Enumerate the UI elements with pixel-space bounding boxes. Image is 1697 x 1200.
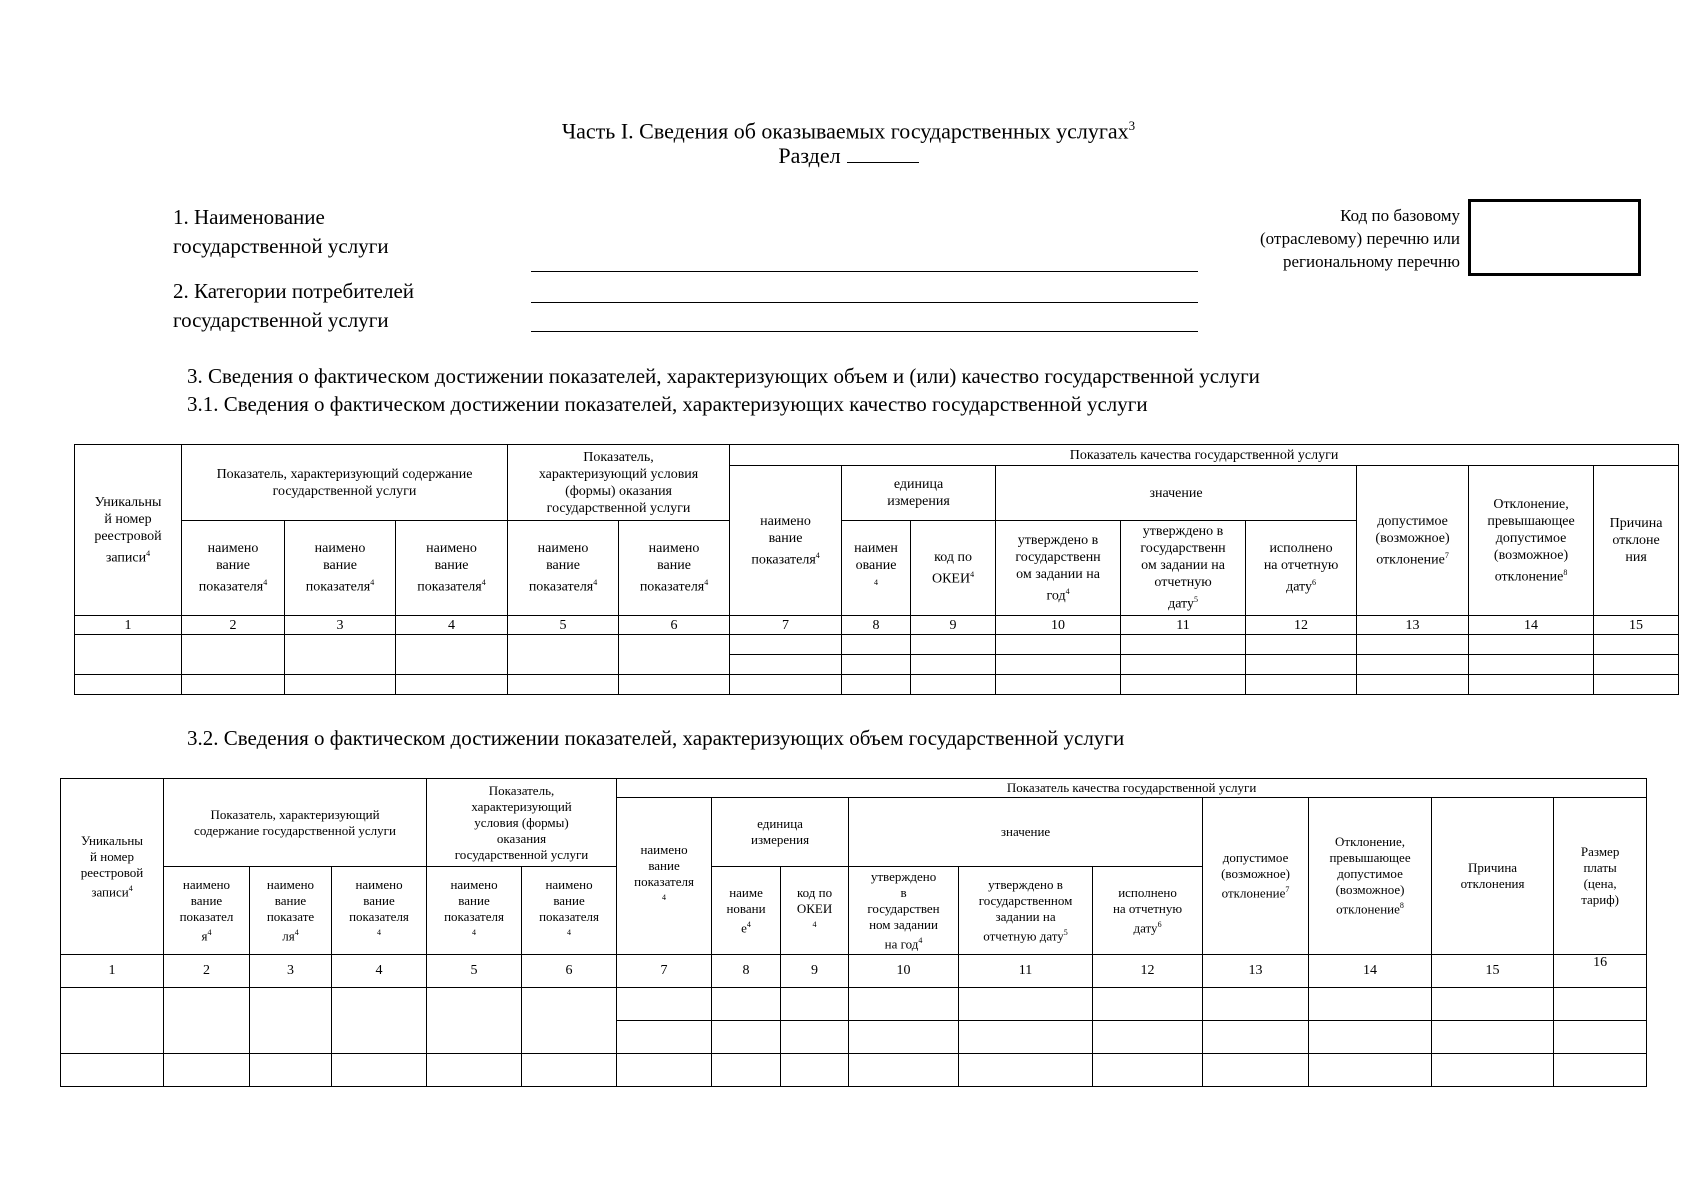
unit-header: единица измерения [712, 798, 849, 867]
col-number: 6 [522, 955, 617, 988]
data-cell[interactable] [1594, 675, 1679, 695]
data-cell[interactable] [619, 675, 730, 695]
fee-header: Размер платы (цена, тариф) [1554, 798, 1647, 955]
data-cell[interactable] [1203, 1021, 1309, 1054]
data-cell[interactable] [996, 655, 1121, 675]
col-number: 10 [849, 955, 959, 988]
unit-header: единица измерения [842, 466, 996, 521]
consumers-field-line-2[interactable] [531, 331, 1198, 332]
data-cell[interactable] [522, 988, 617, 1054]
condition-indicator-name-2: наимено вание показателя$^4$ [619, 521, 730, 616]
allowed-deviation-header: допустимое (возможное) отклонение$^7$ [1357, 466, 1469, 616]
unique-number-header: Уникальны й номер реестровой записи$^4$ [61, 779, 164, 955]
data-cell[interactable] [849, 1021, 959, 1054]
condition-indicator-name-1: наимено вание показателя $^4$ [427, 867, 522, 955]
data-cell[interactable] [1093, 1054, 1203, 1087]
col-number: 5 [508, 616, 619, 635]
okei-code-header: код по ОКЕИ $^4$ [781, 867, 849, 955]
data-cell[interactable] [1432, 1021, 1554, 1054]
data-cell[interactable] [730, 655, 842, 675]
data-cell[interactable] [911, 635, 996, 655]
column-numbers-row [75, 616, 1679, 635]
data-cell[interactable] [250, 988, 332, 1054]
content-indicator-header: Показатель, характеризующий содержание государственной услуги [182, 445, 508, 521]
col-number: 14 [1309, 955, 1432, 988]
data-cell[interactable] [959, 1054, 1093, 1087]
value-header: значение [996, 466, 1357, 521]
data-cell[interactable] [1309, 1054, 1432, 1087]
data-cell[interactable] [1093, 988, 1203, 1021]
col-number: 15 [1594, 616, 1679, 635]
col-number: 11 [959, 955, 1093, 988]
content-indicator-name-3: наимено вание показателя $^4$ [332, 867, 427, 955]
col-number: 3 [250, 955, 332, 988]
approved-year-header: утверждено в государственн ом задании на год$^4$ [996, 521, 1121, 616]
data-cell[interactable] [781, 1054, 849, 1087]
content-indicator-name-1: наимено вание показател $я^4$ [164, 867, 250, 955]
data-cell[interactable] [619, 635, 730, 675]
data-cell[interactable] [75, 635, 182, 675]
unit-name-header: наимен ование $^4$ [842, 521, 911, 616]
data-cell[interactable] [182, 635, 285, 675]
col-number: 14 [1469, 616, 1594, 635]
data-cell[interactable] [1246, 635, 1357, 655]
data-cell[interactable] [427, 988, 522, 1054]
data-cell[interactable] [1203, 988, 1309, 1021]
col-number: 13 [1357, 616, 1469, 635]
part-title: Часть I. Сведения об оказываемых государственных услугах$^3$ [561, 118, 1136, 144]
content-indicator-header: Показатель, характеризующий содержание государственной услуги [164, 779, 427, 867]
reason-header: Причина отклоне ния [1594, 466, 1679, 616]
data-cell[interactable] [730, 635, 842, 655]
col-number: 10 [996, 616, 1121, 635]
content-indicator-name-1: наимено вание показателя$^4$ [182, 521, 285, 616]
conditions-indicator-header: Показатель, характеризующий условия (формы) оказания государственной услуги [427, 779, 617, 867]
data-cell[interactable] [1357, 655, 1469, 675]
col-number: 11 [1121, 616, 1246, 635]
service-name-field[interactable] [531, 271, 1198, 272]
data-cell[interactable] [164, 1054, 250, 1087]
heading-3: 3. Сведения о фактическом достижении показателей, характеризующих объем и (или) качество государственной услуги [187, 364, 1260, 388]
approved-year-header: утверждено в государствен ном задании на год$^4$ [849, 867, 959, 955]
data-cell[interactable] [712, 988, 781, 1021]
quality-indicator-header: Показатель качества государственной услуги [617, 779, 1647, 798]
col-number: 1 [61, 955, 164, 988]
okei-code-header: код по ОКЕИ$^4$ [911, 521, 996, 616]
data-cell[interactable] [842, 635, 911, 655]
section-title: Раздел [0, 142, 1697, 170]
approved-date-header: утверждено в государственном задании на отчетную дату$^5$ [959, 867, 1093, 955]
data-cell[interactable] [61, 988, 164, 1054]
data-cell[interactable] [781, 1021, 849, 1054]
data-cell[interactable] [508, 635, 619, 675]
excess-deviation-header: Отклонение, превышающее допустимое (возможное) отклонение$^8$ [1469, 466, 1594, 616]
unit-name-header: наиме новани $е^4$ [712, 867, 781, 955]
quality-indicator-header: Показатель качества государственной услуги [730, 445, 1679, 466]
data-cell[interactable] [1121, 635, 1246, 655]
col-number: 9 [781, 955, 849, 988]
volume-table [60, 778, 1647, 1087]
data-cell[interactable] [1469, 675, 1594, 695]
col-number: 6 [619, 616, 730, 635]
data-cell[interactable] [1469, 655, 1594, 675]
data-cell[interactable] [508, 675, 619, 695]
col-number: 7 [617, 955, 712, 988]
code-label: Код по базовому (отраслевому) перечню или региональному перечню [1260, 206, 1460, 271]
data-cell[interactable] [1554, 988, 1647, 1021]
heading-3-1: 3.1. Сведения о фактическом достижении показателей, характеризующих качество государственной услуги [187, 392, 1148, 416]
data-cell[interactable] [396, 635, 508, 675]
data-cell[interactable] [1246, 655, 1357, 675]
table-row [61, 1054, 1647, 1087]
condition-indicator-name-2: наимено вание показателя $^4$ [522, 867, 617, 955]
data-cell[interactable] [1093, 1021, 1203, 1054]
col-number: 8 [712, 955, 781, 988]
data-cell[interactable] [1554, 1054, 1647, 1087]
data-cell[interactable] [1594, 635, 1679, 655]
data-cell[interactable] [1554, 1021, 1647, 1054]
data-cell[interactable] [1357, 635, 1469, 655]
data-cell[interactable] [911, 655, 996, 675]
data-cell[interactable] [911, 675, 996, 695]
col-number: 12 [1093, 955, 1203, 988]
data-cell[interactable] [617, 1021, 712, 1054]
data-cell[interactable] [1246, 675, 1357, 695]
data-cell[interactable] [75, 675, 182, 695]
data-cell[interactable] [842, 675, 911, 695]
data-cell[interactable] [1309, 1021, 1432, 1054]
data-cell[interactable] [61, 1054, 164, 1087]
col-number: 1 [75, 616, 182, 635]
table-row [75, 635, 1679, 655]
data-cell[interactable] [996, 635, 1121, 655]
data-cell[interactable] [1203, 1054, 1309, 1087]
data-cell[interactable] [996, 675, 1121, 695]
table-row [61, 988, 1647, 1021]
content-indicator-name-2: наимено вание показате $ля^4$ [250, 867, 332, 955]
approved-date-header: утверждено в государственн ом задании на отчетную дату$^5$ [1121, 521, 1246, 616]
data-cell[interactable] [1594, 655, 1679, 675]
data-cell[interactable] [1432, 1054, 1554, 1087]
data-cell[interactable] [285, 635, 396, 675]
excess-deviation-header: Отклонение, превышающее допустимое (возможное) отклонение$^8$ [1309, 798, 1432, 955]
data-cell[interactable] [842, 655, 911, 675]
consumers-label: 2. Категории потребителей государственной услуги [173, 279, 414, 332]
col-number: 12 [1246, 616, 1357, 635]
data-cell[interactable] [285, 675, 396, 695]
allowed-deviation-header: допустимое (возможное) отклонение$^7$ [1203, 798, 1309, 955]
service-name-label: 1. Наименование государственной услуги [173, 205, 389, 258]
column-numbers-row [61, 955, 1647, 988]
col-number: 2 [164, 955, 250, 988]
data-cell[interactable] [182, 675, 285, 695]
content-indicator-name-3: наимено вание показателя$^4$ [396, 521, 508, 616]
data-cell[interactable] [1357, 675, 1469, 695]
quality-table [74, 444, 1679, 695]
col-number: 9 [911, 616, 996, 635]
indicator-name-header: наимено вание показателя $^4$ [617, 798, 712, 955]
data-cell[interactable] [781, 988, 849, 1021]
conditions-indicator-header: Показатель, характеризующий условия (формы) оказания государственной услуги [508, 445, 730, 521]
reason-header: Причина отклонения [1432, 798, 1554, 955]
col-number: 15 [1432, 955, 1554, 988]
executed-header: исполнено на отчетную дату$^6$ [1093, 867, 1203, 955]
data-cell[interactable] [427, 1054, 522, 1087]
data-cell[interactable] [849, 988, 959, 1021]
section-number-line[interactable] [847, 144, 919, 163]
data-cell[interactable] [1469, 635, 1594, 655]
data-cell[interactable] [522, 1054, 617, 1087]
data-cell[interactable] [617, 988, 712, 1021]
col-number: 2 [182, 616, 285, 635]
executed-header: исполнено на отчетную дату$^6$ [1246, 521, 1357, 616]
col-number: 7 [730, 616, 842, 635]
data-cell[interactable] [396, 675, 508, 695]
data-cell[interactable] [1121, 675, 1246, 695]
data-cell[interactable] [849, 1054, 959, 1087]
consumers-field-line-1[interactable] [531, 302, 1198, 303]
col-number: 3 [285, 616, 396, 635]
col-number: 4 [396, 616, 508, 635]
data-cell[interactable] [1309, 988, 1432, 1021]
col-number: 8 [842, 616, 911, 635]
col-number: 13 [1203, 955, 1309, 988]
heading-3-2: 3.2. Сведения о фактическом достижении показателей, характеризующих объем государственной услуги [187, 726, 1125, 750]
indicator-name-header: наимено вание показателя$^4$ [730, 466, 842, 616]
col-number: 5 [427, 955, 522, 988]
data-cell[interactable] [959, 1021, 1093, 1054]
content-indicator-name-2: наимено вание показателя$^4$ [285, 521, 396, 616]
data-cell[interactable] [1432, 988, 1554, 1021]
data-cell[interactable] [712, 1054, 781, 1087]
col-number: 4 [332, 955, 427, 988]
data-cell[interactable] [1121, 655, 1246, 675]
data-cell[interactable] [164, 988, 250, 1054]
data-cell[interactable] [959, 988, 1093, 1021]
value-header: значение [849, 798, 1203, 867]
data-cell[interactable] [332, 1054, 427, 1087]
data-cell[interactable] [617, 1054, 712, 1087]
data-cell[interactable] [712, 1021, 781, 1054]
condition-indicator-name-1: наимено вание показателя$^4$ [508, 521, 619, 616]
data-cell[interactable] [332, 988, 427, 1054]
code-box[interactable] [1468, 199, 1641, 276]
data-cell[interactable] [250, 1054, 332, 1087]
unique-number-header: Уникальны й номер реестровой записи$^4$ [75, 445, 182, 616]
data-cell[interactable] [730, 675, 842, 695]
col-number: 16 [1554, 955, 1647, 988]
table-row [75, 675, 1679, 695]
